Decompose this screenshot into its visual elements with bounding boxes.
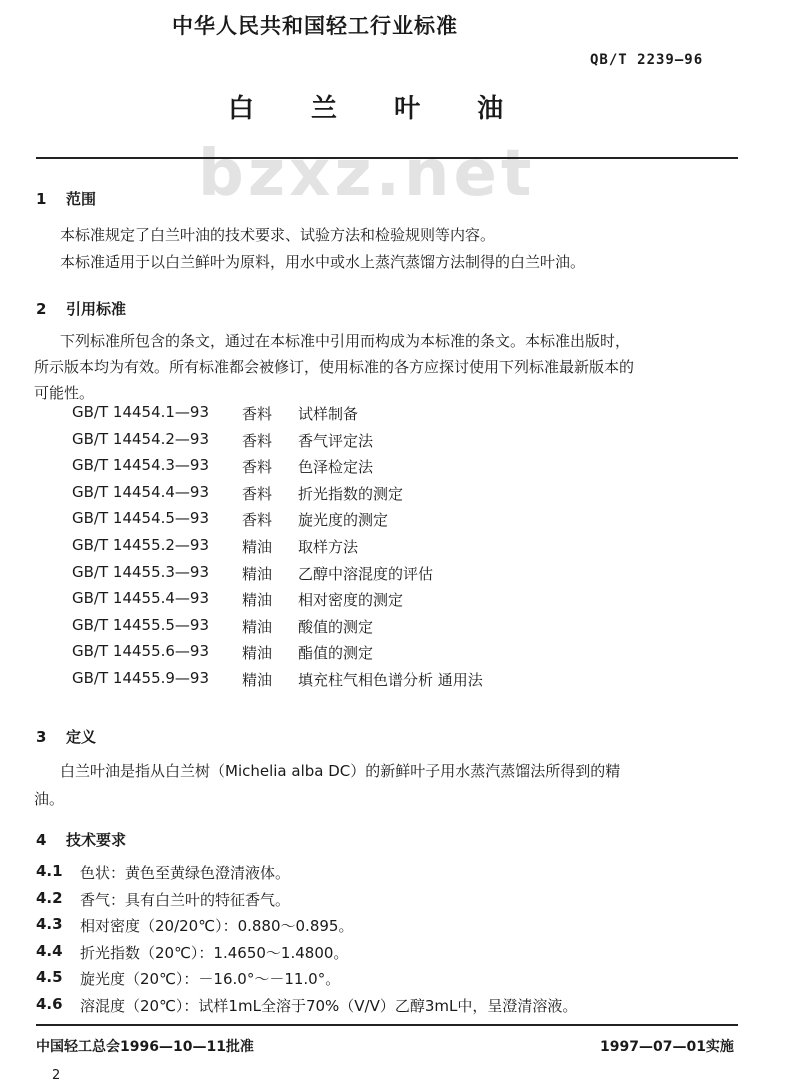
reference-item (72, 669, 483, 696)
reference-name: 乙醇中溶混度的评估 (298, 564, 434, 583)
reference-item (72, 403, 483, 430)
requirement-text: 旋光度（20℃）：－16.0°～－11.0°。 (80, 970, 341, 988)
page-number: 2 (52, 1068, 61, 1083)
references-intro-line: 下列标准所包含的条文，通过在本标准中引用而构成为本标准的条文。本标准出版时， (60, 332, 631, 350)
reference-name: 旋光度的测定 (298, 511, 389, 530)
reference-category: 精油 (242, 670, 273, 689)
section-2-heading (36, 298, 126, 319)
requirement-number: 4.2 (36, 888, 63, 907)
requirement-number: 4.3 (36, 915, 63, 933)
reference-name: 酯值的测定 (298, 644, 374, 663)
reference-name: 香气评定法 (298, 431, 374, 450)
standard-code: QB/T 2239—96 (590, 52, 704, 68)
reference-category: 精油 (242, 617, 273, 636)
section-3-heading (36, 726, 96, 747)
reference-item (72, 483, 483, 510)
reference-code: GB/T 14455.4—93 (72, 589, 210, 608)
reference-category: 香料 (242, 484, 273, 503)
reference-category: 精油 (242, 591, 273, 610)
reference-name: 酸值的测定 (298, 617, 374, 636)
requirement-item (36, 889, 577, 916)
reference-item (72, 642, 483, 669)
reference-item (72, 456, 483, 483)
definition-line: 油。 (34, 790, 65, 808)
reference-name: 取样方法 (298, 537, 359, 556)
references-intro-line: 所示版本均为有效。所有标准都会被修订，使用标准的各方应探讨使用下列标准最新版本的 (34, 358, 635, 376)
approval-date: 中国轻工总会1996—10—11批准 (36, 1039, 254, 1055)
reference-item (72, 589, 483, 616)
reference-name: 色泽检定法 (298, 458, 374, 477)
reference-code: GB/T 14455.2—93 (72, 535, 210, 554)
requirement-number: 4.6 (36, 994, 63, 1013)
reference-code: GB/T 14455.3—93 (72, 562, 210, 581)
requirement-number: 4.1 (36, 862, 63, 880)
reference-code: GB/T 14455.5—93 (72, 615, 210, 634)
requirement-item (36, 968, 577, 995)
header-divider (36, 157, 738, 159)
scope-paragraph: 本标准适用于以白兰鲜叶为原料，用水中或水上蒸汽蒸馏方法制得的白兰叶油。 (60, 253, 586, 271)
section-number: 4 (36, 831, 47, 849)
section-title: 技术要求 (66, 831, 127, 849)
reference-category: 精油 (242, 537, 273, 556)
reference-category: 精油 (242, 564, 273, 583)
section-title: 引用标准 (66, 300, 127, 318)
reference-name: 填充柱气相色谱分析 通用法 (298, 670, 483, 689)
requirement-text: 相对密度（20/20℃）：0.880～0.895。 (80, 917, 354, 935)
reference-category: 香料 (242, 511, 273, 530)
requirement-item (36, 995, 577, 1022)
requirements-list (36, 862, 577, 1021)
requirement-item (36, 915, 577, 942)
reference-item (72, 563, 483, 590)
watermark: bzxz.net (198, 137, 536, 211)
reference-category: 香料 (242, 458, 273, 477)
requirement-number: 4.5 (36, 968, 63, 986)
reference-code: GB/T 14454.2—93 (72, 429, 210, 448)
reference-code: GB/T 14455.6—93 (72, 642, 210, 661)
reference-name: 折光指数的测定 (298, 484, 404, 503)
requirement-item (36, 942, 577, 969)
section-title: 范围 (66, 190, 97, 208)
requirement-number: 4.4 (36, 941, 63, 960)
reference-name: 相对密度的测定 (298, 591, 404, 610)
reference-code: GB/T 14454.1—93 (72, 403, 210, 421)
section-title: 定义 (66, 728, 97, 746)
document-title: 白 兰 叶 油 (228, 94, 528, 124)
reference-category: 香料 (242, 405, 273, 423)
requirement-item (36, 862, 577, 889)
definition-line: 白兰叶油是指从白兰树（Michelia alba DC）的新鲜叶子用水蒸汽蒸馏法所得到的精 (60, 762, 621, 780)
implementation-date: 1997—07—01实施 (600, 1039, 734, 1055)
reference-list (72, 403, 483, 696)
footer-divider (36, 1024, 738, 1026)
reference-code: GB/T 14454.4—93 (72, 482, 210, 501)
reference-code: GB/T 14454.5—93 (72, 509, 210, 528)
publisher-header: 中华人民共和国轻工行业标准 (172, 14, 458, 38)
section-1-heading (36, 188, 96, 209)
reference-code: GB/T 14455.9—93 (72, 668, 210, 687)
reference-item (72, 536, 483, 563)
requirement-text: 折光指数（20℃）：1.4650～1.4800。 (80, 943, 349, 962)
reference-name: 试样制备 (298, 405, 359, 423)
requirement-text: 色状：黄色至黄绿色澄清液体。 (80, 864, 291, 882)
reference-code: GB/T 14454.3—93 (72, 456, 210, 475)
references-intro-line: 可能性。 (34, 384, 95, 402)
requirement-text: 溶混度（20℃）：试样1mL全溶于70%（V/V）乙醇3mL中，呈澄清溶液。 (80, 996, 578, 1015)
reference-category: 精油 (242, 644, 273, 663)
reference-category: 香料 (242, 431, 273, 450)
section-number: 3 (36, 728, 47, 746)
section-4-heading (36, 829, 126, 850)
section-number: 1 (36, 190, 47, 208)
reference-item (72, 509, 483, 536)
section-number: 2 (36, 300, 47, 318)
scope-paragraph: 本标准规定了白兰叶油的技术要求、试验方法和检验规则等内容。 (60, 226, 496, 244)
requirement-text: 香气：具有白兰叶的特征香气。 (80, 890, 291, 909)
reference-item (72, 430, 483, 457)
reference-item (72, 616, 483, 643)
